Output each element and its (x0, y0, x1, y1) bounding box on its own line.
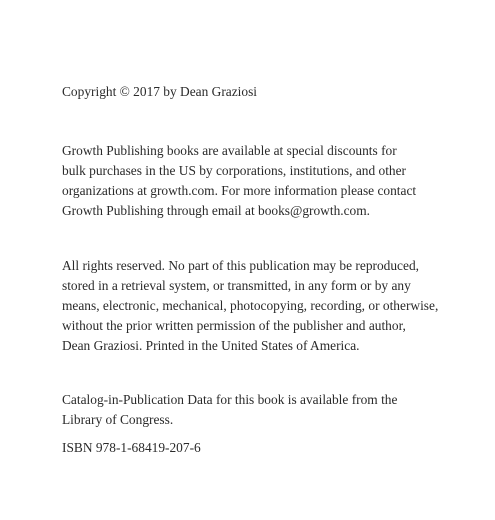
rights-line-5: Dean Graziosi. Printed in the United States of America. (62, 338, 360, 353)
rights-line-3: means, electronic, mechanical, photocopying, recording, or otherwise, (62, 298, 439, 313)
rights-line-4: without the prior written permission of the publisher and author, (62, 318, 406, 333)
discounts-line-2: bulk purchases in the US by corporations, institutions, and other (62, 163, 407, 178)
catalog-paragraph (62, 390, 462, 430)
isbn-line: ISBN 978-1-68419-207-6 (62, 440, 201, 455)
rights-line-1: All rights reserved. No part of this publication may be reproduced, (62, 258, 419, 273)
catalog-line-1: Catalog-in-Publication Data for this book is available from the (62, 392, 398, 407)
isbn-paragraph (62, 438, 462, 458)
copyright-notice (62, 82, 462, 102)
copyright-line: Copyright © 2017 by Dean Graziosi (62, 84, 258, 99)
catalog-line-2: Library of Congress. (62, 412, 174, 427)
discounts-line-1: Growth Publishing books are available at special discounts for (62, 143, 397, 158)
discounts-paragraph (62, 141, 462, 221)
discounts-line-4: Growth Publishing through email at books@growth.com. (62, 203, 371, 218)
discounts-line-3: organizations at growth.com. For more information please contact (62, 183, 417, 198)
rights-paragraph (62, 256, 462, 356)
rights-line-2: stored in a retrieval system, or transmitted, in any form or by any (62, 278, 411, 293)
